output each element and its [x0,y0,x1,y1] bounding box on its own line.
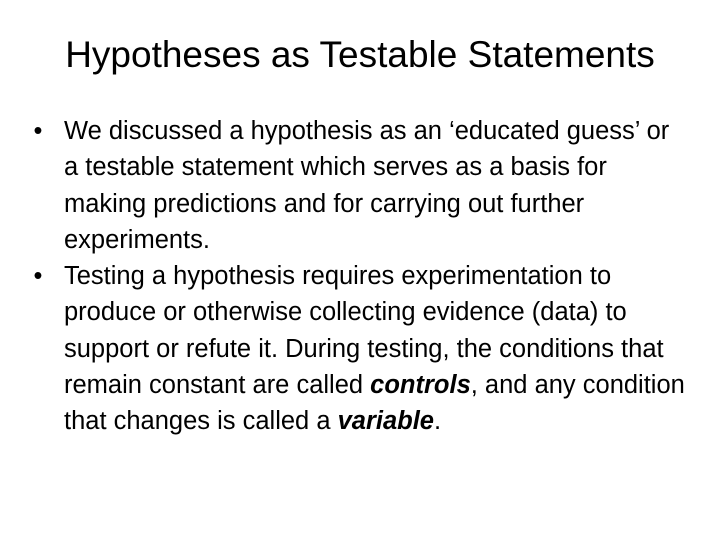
bullet-dot-icon: • [33,262,43,291]
slide-title: Hypotheses as Testable Statements [65,34,655,75]
bullet-text: Testing a hypothesis requires experimentation to produce or otherwise collecting evidence (data) to support or refute it. During testing, the conditions that remain constant are called [64,262,664,400]
bullet-text: , and any condition that changes is called a [64,371,685,436]
bullet-item-testing-hypothesis [28,258,688,439]
bullet-list [28,113,688,440]
term-variable: variable [337,407,434,436]
bullet-item-hypothesis-definition [28,113,688,258]
bullet-text: We discussed a hypothesis as an ‘educated guess’ or a testable statement which serves as a basis for making predictions and for carrying out further experiments. [64,117,670,254]
bullet-text: . [434,407,442,436]
term-controls: controls [370,371,471,400]
bullet-dot-icon: • [33,117,43,145]
